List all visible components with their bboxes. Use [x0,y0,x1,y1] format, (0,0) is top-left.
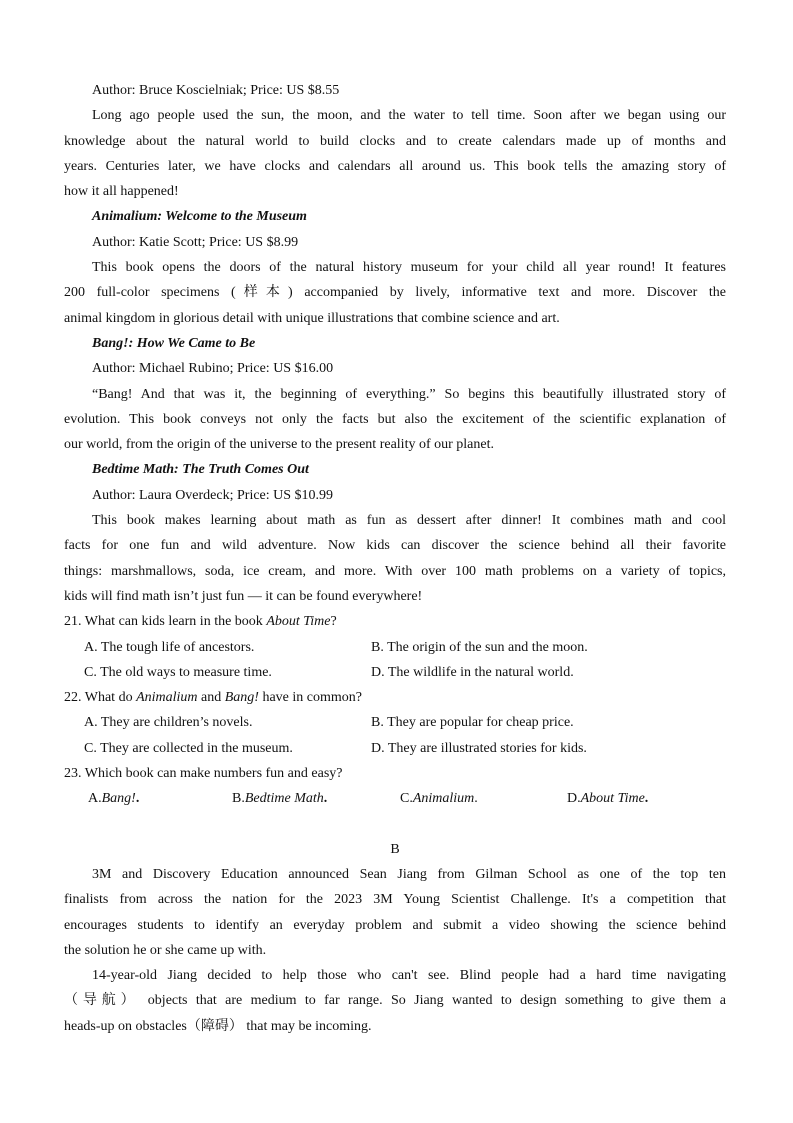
section-b-heading: B [390,841,400,857]
q23-options-row [64,786,726,811]
q22-option-b: B. They are popular for cheap price. [371,715,574,731]
book3-desc-line: “Bang! And that was it, the beginning of everything.” So begins this beautifully illustrated story of [92,386,726,402]
section-b-p2-line: （导航） objects that are medium to far range. So Jiang wanted to design something to give them a [64,993,726,1009]
book4-desc-line: kids will find math isn’t just fun — it can be found everywhere! [64,588,423,604]
book2-title: Animalium: Welcome to the Museum [92,209,307,225]
question-21 [64,609,726,634]
book3-title: Bang!: How We Came to Be [92,335,256,351]
q21-option-d: D. The wildlife in the natural world. [371,664,574,680]
q21-option-a: A. The tough life of ancestors. [84,639,255,655]
section-b-p2-line: 14-year-old Jiang decided to help those who can't see. Blind people had a hard time navigating [92,968,726,984]
q22-option-a: A. They are children’s novels. [84,715,253,731]
book1-desc-line: knowledge about the natural world to build clocks and to create calendars made up of months and [64,133,726,149]
book2-desc-line: This book opens the doors of the natural history museum for your child all year round! It features [92,260,726,276]
q23-option-d: D.About Time. [567,791,649,807]
book1-desc-line: how it all happened! [64,184,179,200]
book4-desc-line: things: marshmallows, soda, ice cream, and more. With over 100 math problems on a variety of topics, [64,563,726,579]
section-b-p1-line: the solution he or she came up with. [64,942,267,958]
q21-options-row [64,660,726,685]
q21-book-title: About Time [266,614,331,630]
book4-desc-line: facts for one fun and wild adventure. Now kids can discover the science behind all their favorite [64,538,726,554]
book3-desc-line: evolution. This book conveys not only the facts but also the excitement of the scientific explanation of [64,411,726,427]
section-b-p1-line: finalists from across the nation for the 2023 3M Young Scientist Challenge. It's a competition that [64,892,726,908]
book4-title: Bedtime Math: The Truth Comes Out [92,462,309,478]
book1-author: Author: Bruce Koscielniak; Price: US $8.55 [92,83,340,98]
book2-desc-line: 200 full-color specimens (样本) accompanied by lively, informative text and more. Discover the [64,285,726,301]
section-b-p1-line: 3M and Discovery Education announced Sean Jiang from Gilman School as one of the top ten [92,866,726,882]
q22-text: have in common? [258,690,362,706]
document-page [64,78,726,1039]
q21-option-b: B. The origin of the sun and the moon. [371,639,588,655]
section-b-p1-line: encourages students to identify an everyday problem and submit a video showing the science behind [64,917,726,933]
book3-desc-line: our world, from the origin of the universe to the present reality of our planet. [64,437,494,453]
q22-options-row [64,736,726,761]
question-22 [64,685,726,710]
q21-prefix: 21. What can kids learn in the book [64,614,267,630]
book4-author: Author: Laura Overdeck; Price: US $10.99 [92,487,334,503]
book2-desc-line: animal kingdom in glorious detail with unique illustrations that combine science and art. [64,310,560,326]
q22-text: 22. What do [64,690,137,706]
section-b-p2-line: heads-up on obstacles（障碍） that may be incoming. [64,1018,372,1034]
q22-book-title: Animalium [136,690,198,706]
q21-option-c: C. The old ways to measure time. [84,664,272,680]
q22-option-d: D. They are illustrated stories for kids. [371,740,587,756]
book2-author: Author: Katie Scott; Price: US $8.99 [92,234,299,250]
q23-option-c: C.Animalium. [400,791,478,807]
q22-option-c: C. They are collected in the museum. [84,740,293,756]
q22-book-title: Bang! [224,690,259,706]
q22-options-row [64,710,726,735]
question-23: 23. Which book can make numbers fun and easy? [64,766,343,782]
q21-options-row [64,635,726,660]
book1-desc-line: Long ago people used the sun, the moon, and the water to tell time. Soon after we began using our [92,108,726,124]
book4-desc-line: This book makes learning about math as fun as dessert after dinner! It combines math and cool [92,513,726,529]
q23-option-a: A.Bang!. [88,791,140,807]
q21-suffix: ? [330,614,337,630]
book1-desc-line: years. Centuries later, we have clocks and calendars all around us. This book tells the amazing story of [64,158,726,174]
q23-option-b: B.Bedtime Math. [232,791,328,807]
book3-author: Author: Michael Rubino; Price: US $16.00 [92,361,334,377]
q22-text: and [197,690,225,706]
